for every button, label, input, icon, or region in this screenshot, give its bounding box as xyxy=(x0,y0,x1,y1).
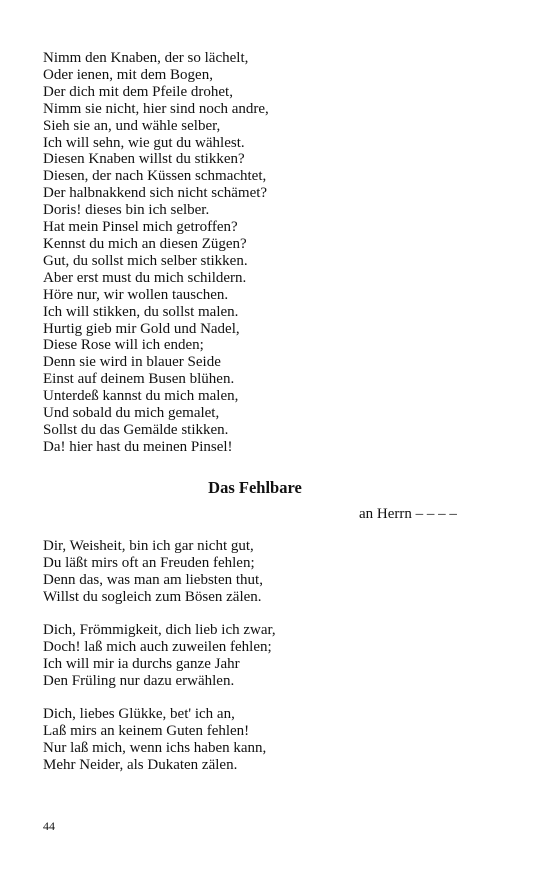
poem-line: Denn das, was man am liebsten thut, xyxy=(43,571,263,588)
poem-stanza-3 xyxy=(43,706,503,774)
poem-dedication: an Herrn – – – – xyxy=(359,506,457,522)
poem-line: Ich will stikken, du sollst malen. xyxy=(43,303,239,320)
poem-continued-text xyxy=(43,50,503,456)
poem-line: Nimm sie nicht, hier sind noch andre, xyxy=(43,100,269,117)
poem-line: Da! hier hast du meinen Pinsel! xyxy=(43,438,233,455)
poem-line: Oder ienen, mit dem Bogen, xyxy=(43,66,213,83)
poem-line: Aber erst must du mich schildern. xyxy=(43,269,247,286)
poem-line: Nimm den Knaben, der so lächelt, xyxy=(43,50,249,66)
poem-line: Nur laß mich, wenn ichs haben kann, xyxy=(43,739,267,756)
poem-line: Hat mein Pinsel mich getroffen? xyxy=(43,219,238,236)
poem-line: Denn sie wird in blauer Seide xyxy=(43,354,221,371)
poem-line: Doch! laß mich auch zuweilen fehlen; xyxy=(43,638,272,655)
poem-title: Das Fehlbare xyxy=(208,478,302,497)
poem-line: Sieh sie an, und wähle selber, xyxy=(43,117,221,134)
poem-line: Dich, Frömmigkeit, dich lieb ich zwar, xyxy=(43,622,276,638)
poem-line: Sollst du das Gemälde stikken. xyxy=(43,421,229,438)
poem-line: Diesen, der nach Küssen schmachtet, xyxy=(43,168,267,185)
poem-line: Willst du sogleich zum Bösen zälen. xyxy=(43,588,262,605)
poem-line: Den Früling nur dazu erwählen. xyxy=(43,672,235,689)
poem-stanza-2 xyxy=(43,622,503,690)
poem-line: Und sobald du mich gemalet, xyxy=(43,405,220,422)
poem-line: Ich will sehn, wie gut du wählest. xyxy=(43,134,245,151)
poem-line: Diese Rose will ich enden; xyxy=(43,337,204,354)
poem-line: Mehr Neider, als Dukaten zälen. xyxy=(43,756,238,773)
poem-line: Du läßt mirs oft an Freuden fehlen; xyxy=(43,554,255,571)
poem-line: Hurtig gieb mir Gold und Nadel, xyxy=(43,320,240,337)
poem-line: Laß mirs an keinem Guten fehlen! xyxy=(43,722,250,739)
poem-line: Doris! dieses bin ich selber. xyxy=(43,202,210,219)
poem-line: Dich, liebes Glükke, bet' ich an, xyxy=(43,706,235,722)
poem-line: Der dich mit dem Pfeile drohet, xyxy=(43,83,233,100)
poem-stanza-1 xyxy=(43,538,503,606)
poem-line: Gut, du sollst mich selber stikken. xyxy=(43,252,248,269)
poem-line: Diesen Knaben willst du stikken? xyxy=(43,151,245,168)
poem-line: Einst auf deinem Busen blühen. xyxy=(43,371,235,388)
poem-line: Ich will mir ia durchs ganze Jahr xyxy=(43,655,240,672)
poem-line: Höre nur, wir wollen tauschen. xyxy=(43,286,229,303)
poem-line: Der halbnakkend sich nicht schämet? xyxy=(43,185,268,202)
poem-line: Kennst du mich an diesen Zügen? xyxy=(43,235,247,252)
page-number: 44 xyxy=(43,819,55,833)
poem-line: Unterdeß kannst du mich malen, xyxy=(43,388,239,405)
poem-line: Dir, Weisheit, bin ich gar nicht gut, xyxy=(43,538,254,554)
